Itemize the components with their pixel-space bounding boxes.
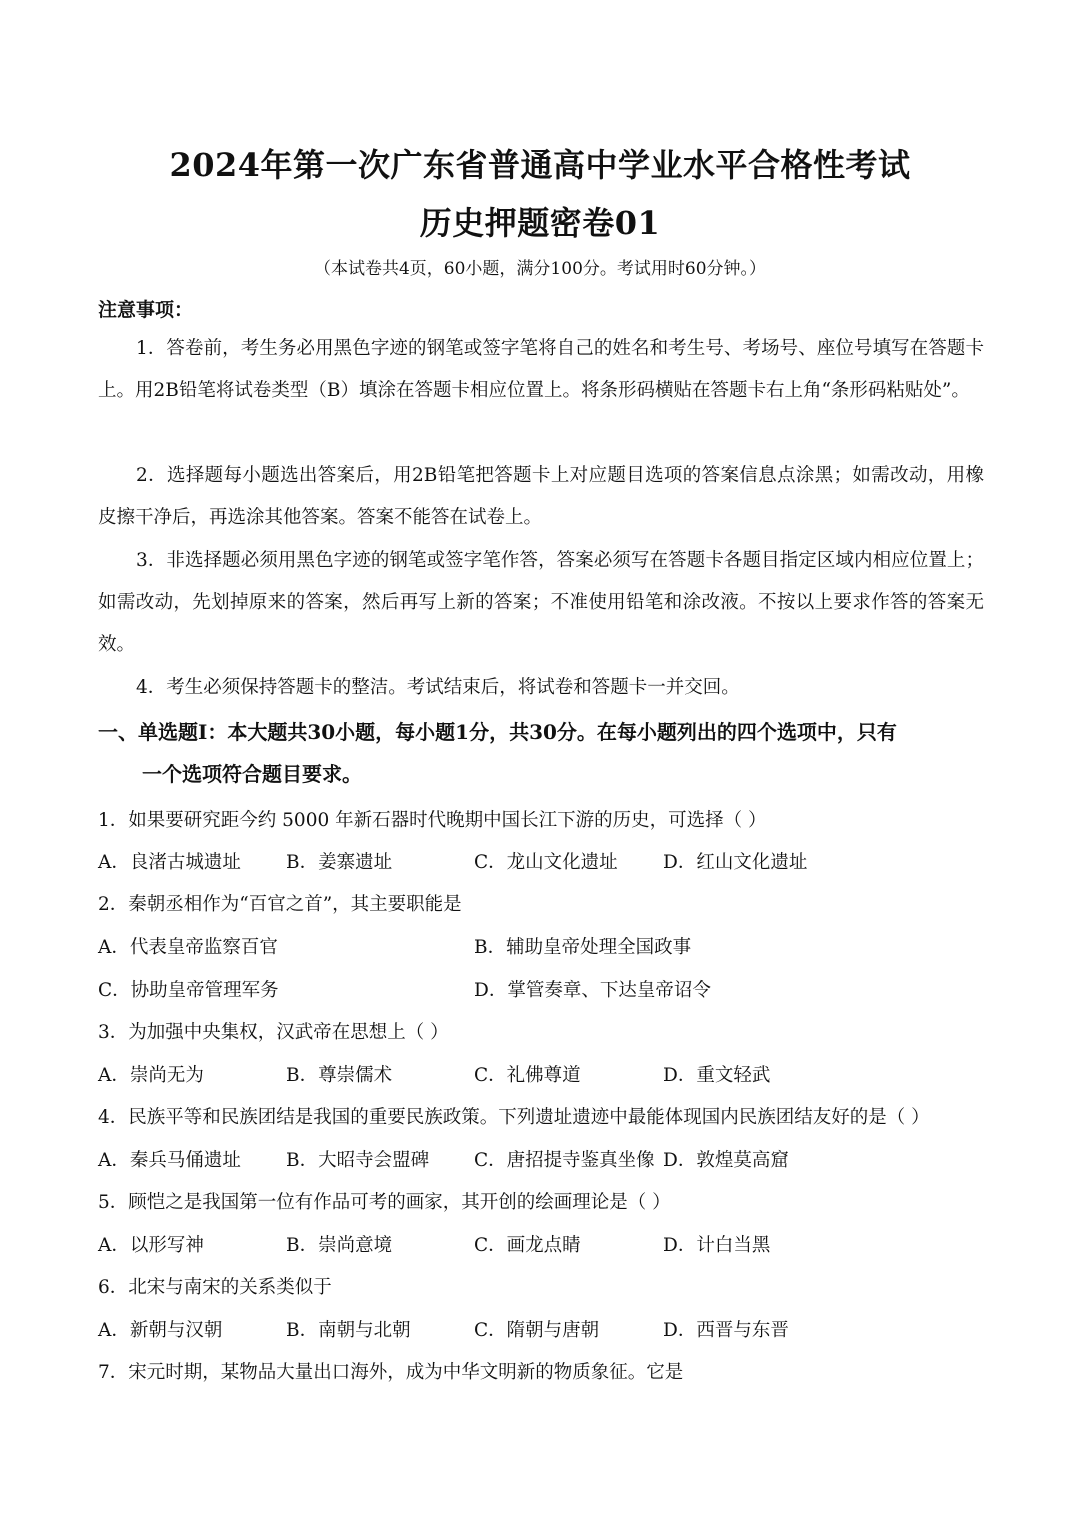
question-5-option-c: C．画龙点睛: [474, 1235, 581, 1256]
notice-item-2: 2．选择题每小题选出答案后，用2B铅笔把答题卡上对应题目选项的答案信息点涂黑；如需改动，用橡皮擦干净后，再选涂其他答案。答案不能答在试卷上。: [98, 465, 984, 528]
question-1-option-a: A．良渚古城遗址: [98, 852, 241, 873]
section-heading-line1: 一、单选题I：本大题共30小题，每小题1分，共30分。在每小题列出的四个选项中，只有: [98, 720, 897, 744]
question-5-stem: 5．顾恺之是我国第一位有作品可考的画家，其开创的绘画理论是（ ）: [98, 1192, 671, 1213]
question-4-option-b: B．大昭寺会盟碑: [286, 1150, 430, 1171]
notice-heading: 注意事项：: [98, 299, 194, 321]
question-5-option-a: A．以形写神: [98, 1235, 204, 1256]
question-5-option-b: B．崇尚意境: [286, 1235, 393, 1256]
question-1-option-d: D．红山文化遗址: [663, 852, 808, 873]
question-2-option-a: A．代表皇帝监察百官: [98, 937, 278, 958]
question-2-option-c: C．协助皇帝管理军务: [98, 980, 279, 1001]
question-3-option-a: A．崇尚无为: [98, 1065, 204, 1086]
exam-title: 2024年第一次广东省普通高中学业水平合格性考试: [169, 146, 911, 184]
section-heading-line2: 一个选项符合题目要求。: [142, 762, 362, 786]
exam-subtitle-title: 历史押题密卷01: [419, 204, 661, 242]
question-6-option-d: D．西晋与东晋: [663, 1320, 789, 1341]
question-6-option-b: B．南朝与北朝: [286, 1320, 411, 1341]
section-heading: [98, 711, 988, 795]
question-6-option-a: A．新朝与汉朝: [98, 1320, 223, 1341]
question-2-option-d: D．掌管奏章、下达皇帝诏令: [474, 980, 711, 1001]
question-1-stem: 1．如果要研究距今约 5000 年新石器时代晚期中国长江下游的历史，可选择（ ）: [98, 810, 767, 831]
question-6-stem: 6．北宋与南宋的关系类似于: [98, 1277, 332, 1298]
question-3-option-d: D．重文轻武: [663, 1065, 771, 1086]
question-3-option-b: B．尊崇儒术: [286, 1065, 393, 1086]
question-7-stem: 7．宋元时期，某物品大量出口海外，成为中华文明新的物质象征。它是: [98, 1362, 684, 1383]
question-2-stem: 2．秦朝丞相作为“百官之首”，其主要职能是: [98, 894, 462, 915]
notice-item-1: 1．答卷前，考生务必用黑色字迹的钢笔或签字笔将自己的姓名和考生号、考场号、座位号填写在答题卡上。用2B铅笔将试卷类型（B）填涂在答题卡相应位置上。将条形码横贴在答题卡右上角“条形码粘贴处”。: [98, 338, 984, 401]
notice-item-4: 4．考生必须保持答题卡的整洁。考试结束后，将试卷和答题卡一并交回。: [136, 677, 740, 698]
question-3-stem: 3．为加强中央集权，汉武帝在思想上（ ）: [98, 1022, 449, 1043]
exam-info: （本试卷共4页，60小题，满分100分。考试用时60分钟。）: [313, 259, 767, 279]
question-1-option-b: B．姜寨遗址: [286, 852, 393, 873]
question-4-option-d: D．敦煌莫高窟: [663, 1150, 789, 1171]
question-3-option-c: C．礼佛尊道: [474, 1065, 581, 1086]
question-4-option-a: A．秦兵马俑遗址: [98, 1150, 241, 1171]
question-4-option-c: C．唐招提寺鉴真坐像: [474, 1150, 655, 1171]
question-2-option-b: B．辅助皇帝处理全国政事: [474, 937, 692, 958]
notice-item-3: 3．非选择题必须用黑色字迹的钢笔或签字笔作答，答案必须写在答题卡各题目指定区域内相应位置上；如需改动，先划掉原来的答案，然后再写上新的答案；不准使用铅笔和涂改液。不按以上要求作答的答案无效。: [98, 550, 984, 655]
question-4-stem: 4．民族平等和民族团结是我国的重要民族政策。下列遗址遗迹中最能体现国内民族团结友好的是（ ）: [98, 1107, 930, 1128]
question-1-option-c: C．龙山文化遗址: [474, 852, 618, 873]
question-5-option-d: D．计白当黑: [663, 1235, 771, 1256]
question-6-option-c: C．隋朝与唐朝: [474, 1320, 600, 1341]
